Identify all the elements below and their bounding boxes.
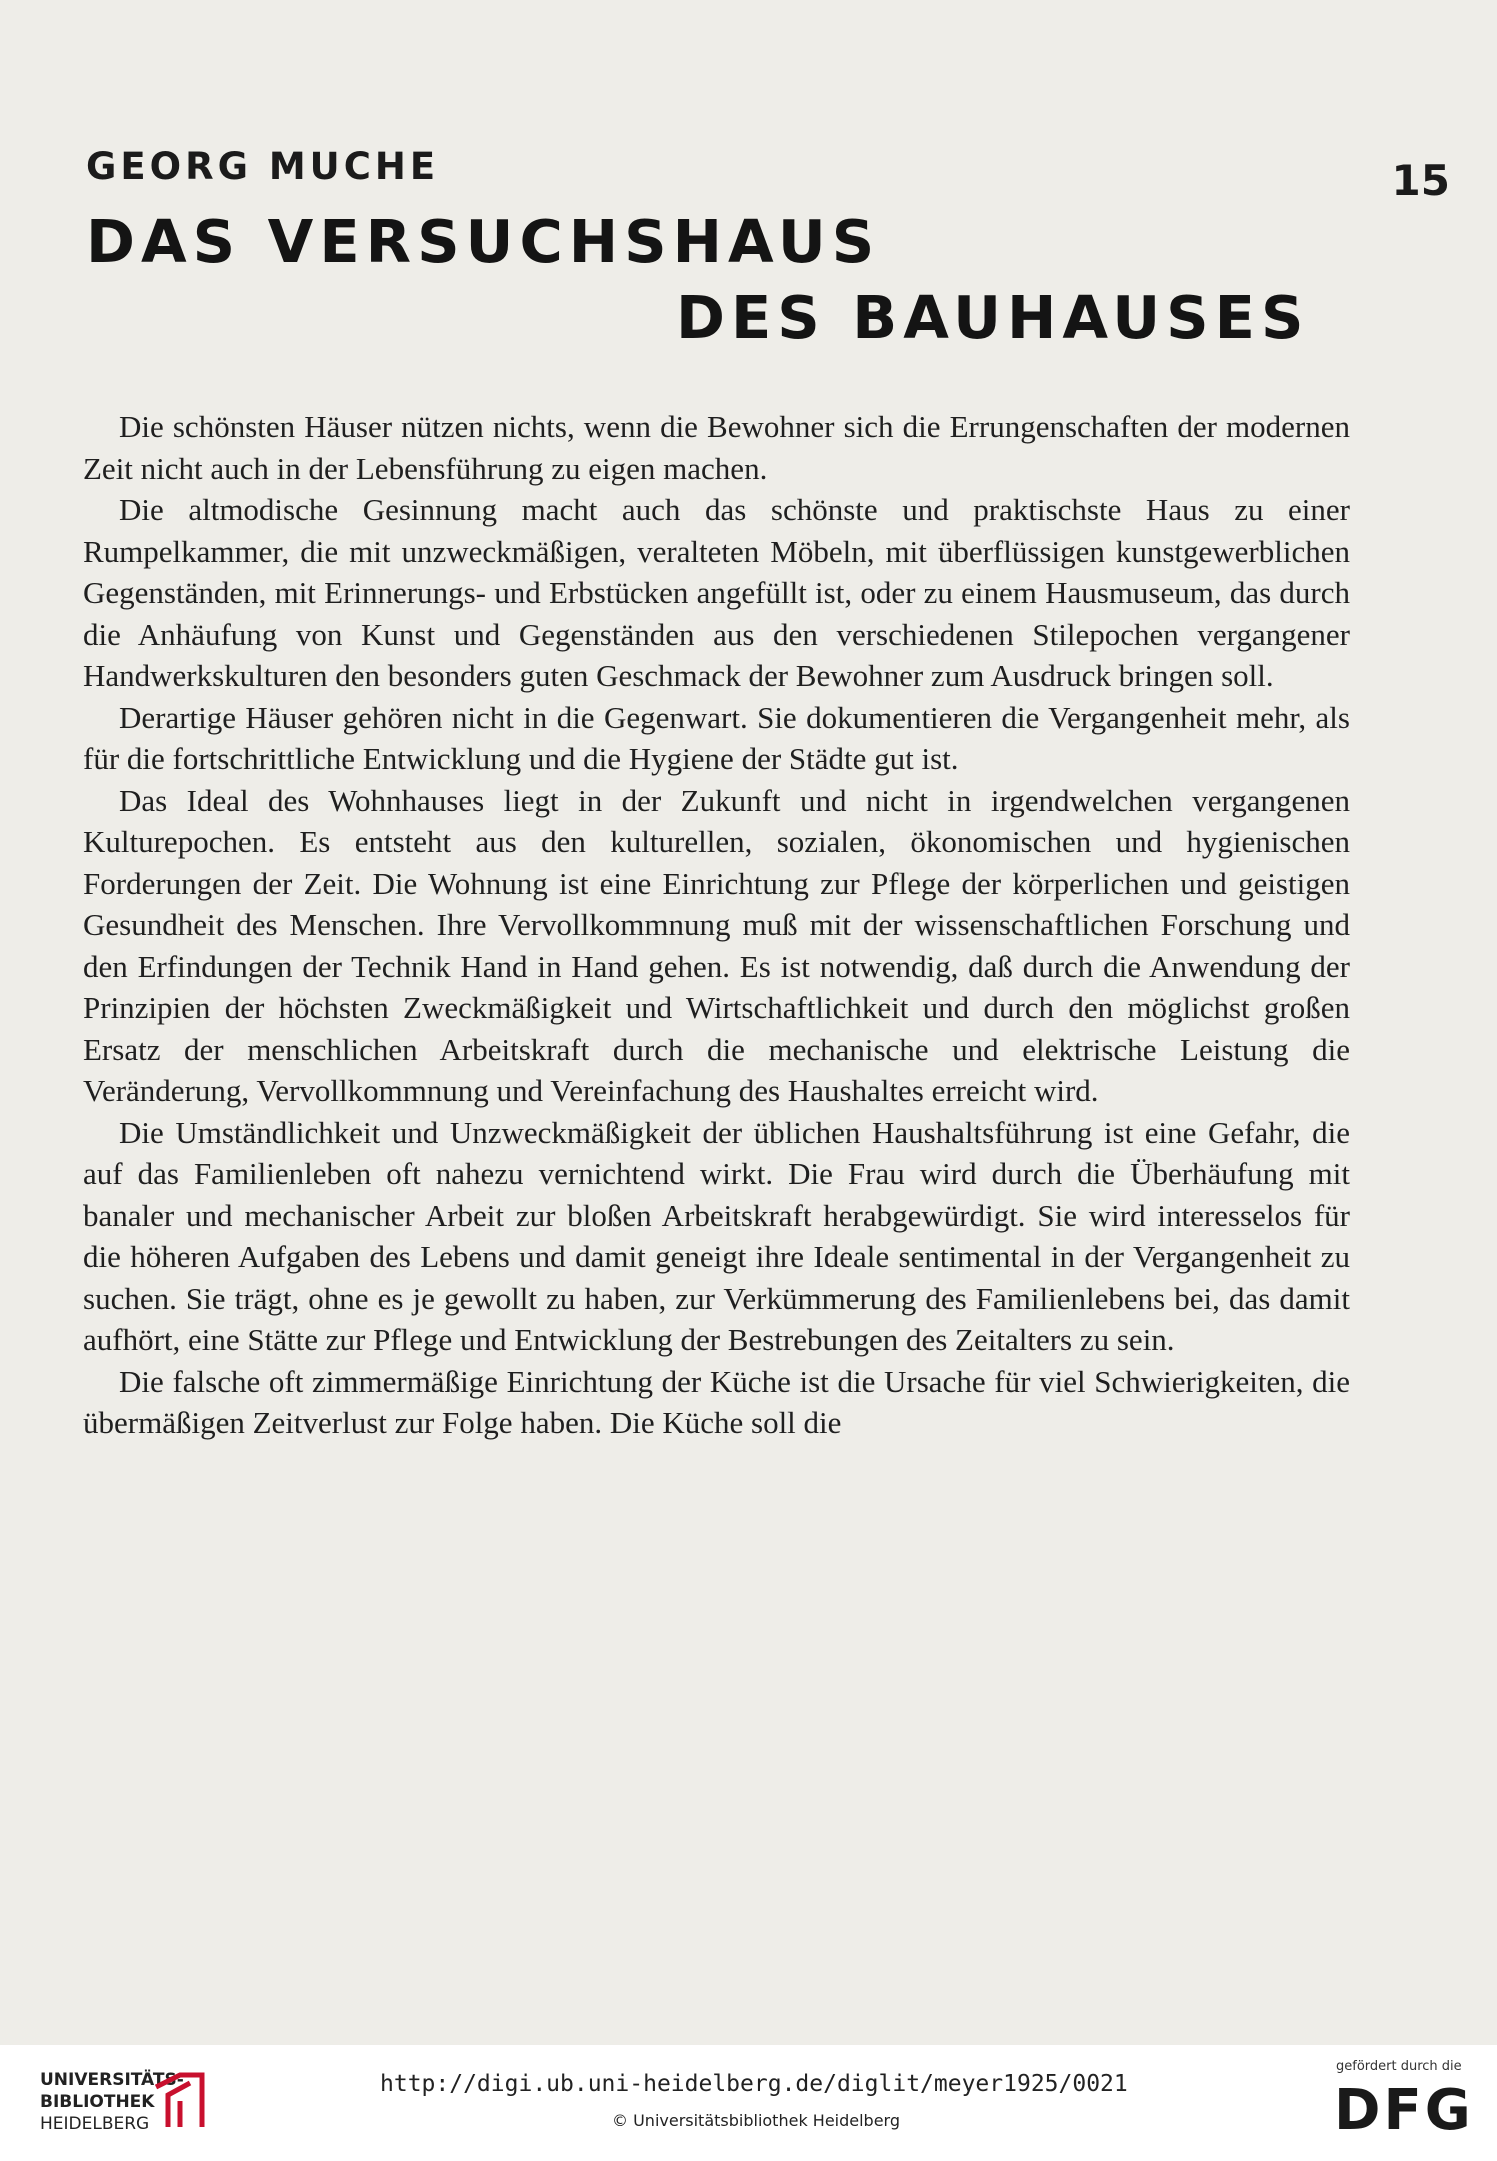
digitization-footer bbox=[0, 2045, 1497, 2161]
paragraph: Derartige Häuser gehören nicht in die Gegenwart. Sie dokumentieren die Vergangenheit mehr, als für die fortschrittliche Entwicklung und die Hygiene der Städte gut ist. bbox=[83, 699, 1350, 776]
paragraph: Die altmodische Gesinnung macht auch das schönste und praktischste Haus zu einer Rumpelkammer, die mit unzweckmäßigen, veralteten Möbeln, mit überflüssigen kunstgewerblichen Gegenständen, mit Erinnerungs- und Erbstücken angefüllt ist, oder zu einem Hausmuseum, das durch die Anhäufung von Kunst und Gegenständen aus den verschiedenen Stilepochen vergangener Handwerkskulturen den besonders guten Geschmack der Bewohner zum Ausdruck bringen soll. bbox=[83, 492, 1350, 693]
library-name-line-2: BIBLIOTHEK bbox=[40, 2092, 155, 2112]
library-emblem-icon bbox=[150, 2069, 208, 2133]
paragraph: Die schönsten Häuser nützen nichts, wenn die Bewohner sich die Errungenschaften der modernen Zeit nicht auch in der Lebensführung zu eigen machen. bbox=[83, 409, 1350, 486]
library-name-line-3: HEIDELBERG bbox=[40, 2114, 150, 2134]
dfg-logo: DFG bbox=[1334, 2078, 1474, 2143]
paragraph: Die Umständlichkeit und Unzweckmäßigkeit der üblichen Haushaltsführung ist eine Gefahr, die auf das Familienleben oft nahezu vernichtend wirkt. Die Frau wird durch die Überhäufung mit banaler und mechanischer Arbeit zur bloßen Arbeitskraft herabgewürdigt. Sie wird interesselos für die höheren Aufgaben des Lebens und damit geneigt ihre Ideale sentimental in der Vergangenheit zu suchen. Sie trägt, ohne es je gewollt zu haben, zur Verkümmerung des Familienlebens bei, das damit aufhört, eine Stätte zur Pflege und Entwicklung der Bestrebungen des Zeitalters zu sein. bbox=[83, 1114, 1350, 1357]
title-line-2: DES BAUHAUSES bbox=[676, 283, 1310, 352]
author-name: GEORG MUCHE bbox=[86, 145, 440, 188]
copyright-notice: © Universitätsbibliothek Heidelberg bbox=[612, 2111, 901, 2130]
article-body bbox=[83, 406, 1350, 1444]
digital-copy-link[interactable]: http://digi.ub.uni-heidelberg.de/diglit/meyer1925/0021 bbox=[380, 2071, 1128, 2097]
paragraph: Das Ideal des Wohnhauses liegt in der Zukunft und nicht in irgendwelchen vergangenen Kulturepochen. Es entsteht aus den kulturellen, sozialen, ökonomischen und hygienischen Forderungen der Zeit. Die Wohnung ist eine Einrichtung zur Pflege der körperlichen und geistigen Gesundheit des Menschen. Ihre Vervollkommnung muß mit der wissenschaftlichen Forschung und den Erfindungen der Technik Hand in Hand gehen. Es ist notwendig, daß durch die Anwendung der Prinzipien der höchsten Zweckmäßigkeit und Wirtschaftlichkeit und durch den möglichst großen Ersatz der menschlichen Arbeitskraft durch die mechanische und elektrische Leistung die Veränderung, Vervollkommnung und Vereinfachung des Haushaltes erreicht wird. bbox=[83, 782, 1350, 1108]
article-title bbox=[86, 207, 1310, 352]
page-number: 15 bbox=[1391, 156, 1450, 205]
library-name-line-1: UNIVERSITÄTS- bbox=[40, 2070, 184, 2090]
funding-caption: gefördert durch die bbox=[1336, 2059, 1462, 2074]
title-line-1: DAS VERSUCHSHAUS bbox=[86, 207, 881, 276]
paragraph: Die falsche oft zimmermäßige Einrichtung der Küche ist die Ursache für viel Schwierigkeiten, die übermäßigen Zeitverlust zur Folge haben. Die Küche soll die bbox=[83, 1363, 1350, 1440]
